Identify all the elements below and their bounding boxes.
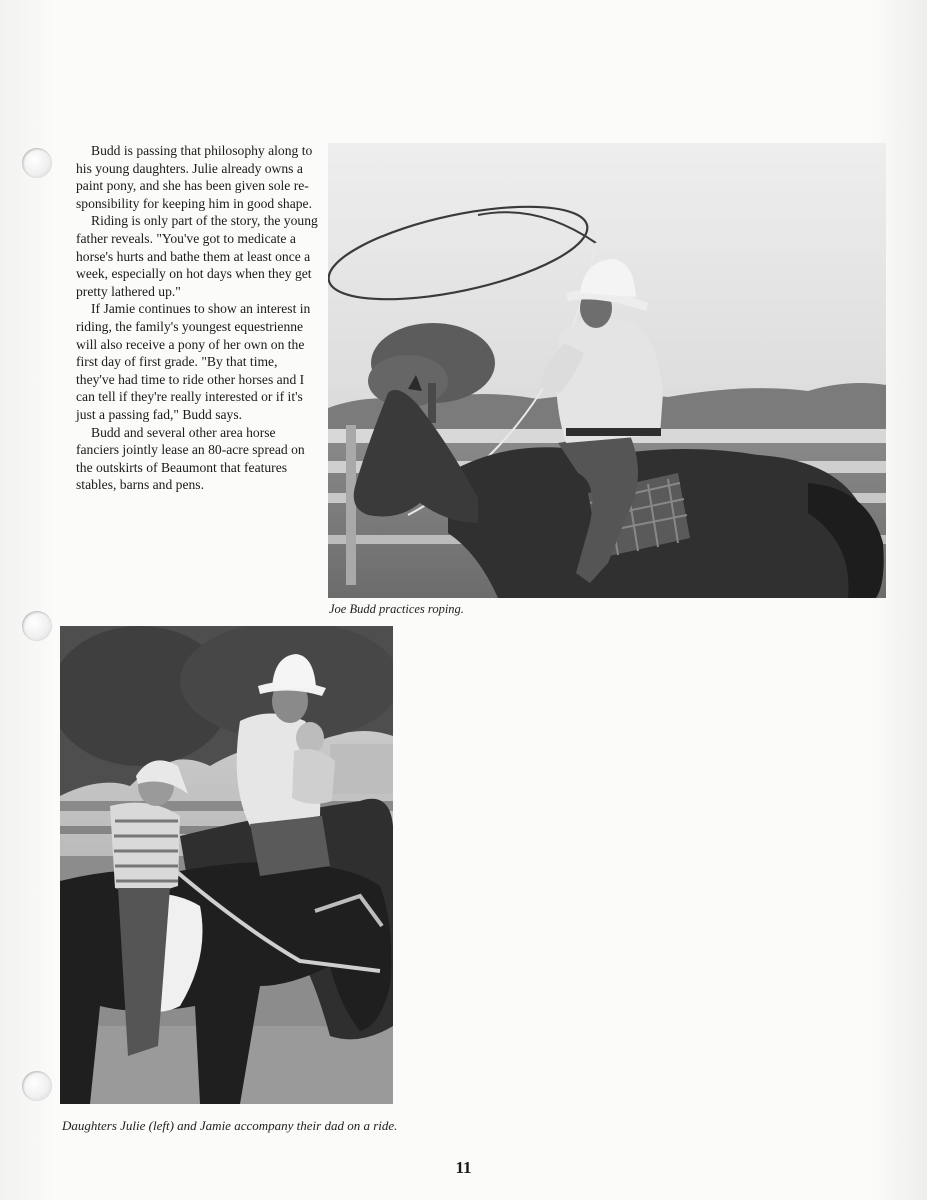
family-photo-image (60, 626, 393, 1104)
roping-photo-caption: Joe Budd practices roping. (329, 602, 464, 616)
paragraph: If Jamie continues to show an interest in riding, the family's youngest equestrienne will also receive a pony of her own on the first day of first grade. "By that time, they've had time to ride other horses and I can tell if they're really interested or if it's just a passing fad," Budd says. (76, 301, 311, 422)
roping-photo-image (328, 143, 886, 598)
paragraph: Budd is passing that philosophy along to his young daughters. Julie already owns a paint pony, and she has been given sole re-sponsibility for keeping him in good shape. (76, 143, 313, 211)
article-text-column (76, 142, 318, 494)
paragraph: Budd and several other area horse fanciers jointly lease an 80-acre spread on the outskirts of Beaumont that features stables, barns and pens. (76, 424, 305, 493)
paragraph: Riding is only part of the story, the young father reveals. "You've got to medicate a horse's hurts and bathe them at least once a week, especially on hot days when they get pretty lathered up." (76, 213, 318, 299)
roping-photo (328, 143, 886, 598)
binder-hole-bottom (22, 1071, 52, 1101)
family-photo (60, 626, 393, 1104)
family-photo-caption: Daughters Julie (left) and Jamie accompany their dad on a ride. (62, 1118, 398, 1133)
binder-hole-top (22, 148, 52, 178)
binder-hole-middle (22, 611, 52, 641)
page-number: 11 (455, 1158, 472, 1177)
